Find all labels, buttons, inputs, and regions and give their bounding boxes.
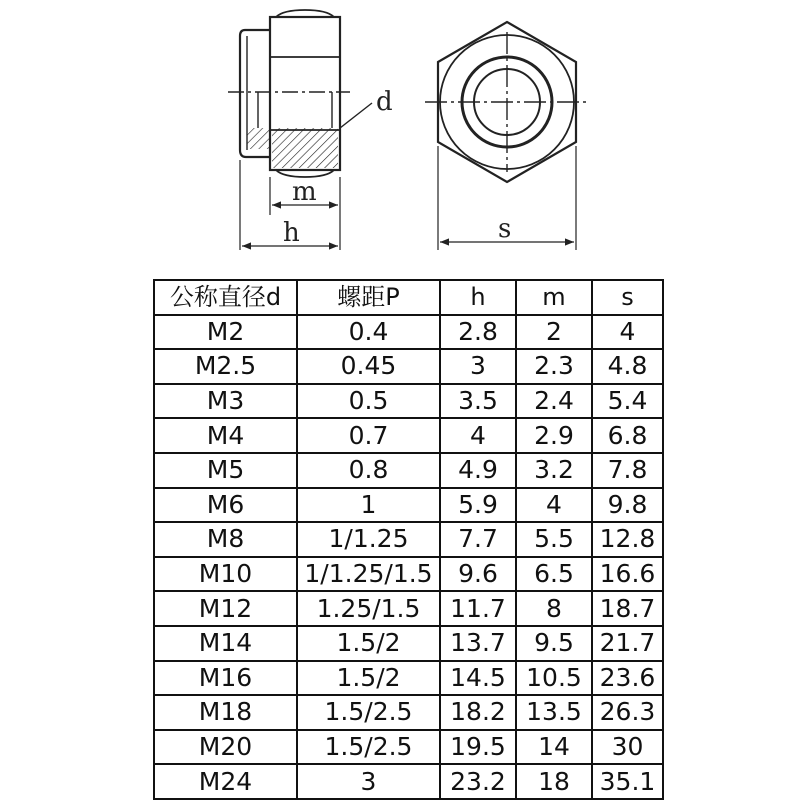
cell-pitch: 1.5/2 — [297, 626, 440, 661]
cell-nominal-diameter: M2 — [154, 315, 297, 350]
cell-nominal-diameter: M10 — [154, 557, 297, 592]
cell-nominal-diameter: M18 — [154, 695, 297, 730]
table-row — [154, 418, 663, 453]
header-s: s — [592, 280, 663, 315]
cell-pitch: 1.5/2 — [297, 661, 440, 696]
cell-h: 13.7 — [440, 626, 516, 661]
cell-m: 8 — [516, 591, 592, 626]
table-header-row — [154, 280, 663, 315]
cell-nominal-diameter: M8 — [154, 522, 297, 557]
cell-h: 5.9 — [440, 488, 516, 523]
header-pitch: 螺距P — [297, 280, 440, 315]
cell-m: 13.5 — [516, 695, 592, 730]
header-h: h — [440, 280, 516, 315]
nut-spec-table — [153, 279, 664, 800]
cell-h: 14.5 — [440, 661, 516, 696]
cell-m: 2 — [516, 315, 592, 350]
table-row — [154, 764, 663, 799]
cell-s: 9.8 — [592, 488, 663, 523]
cell-m: 2.9 — [516, 418, 592, 453]
cell-h: 9.6 — [440, 557, 516, 592]
cell-m: 9.5 — [516, 626, 592, 661]
cell-nominal-diameter: M3 — [154, 384, 297, 419]
table-body — [154, 315, 663, 799]
table-row — [154, 522, 663, 557]
table-row — [154, 591, 663, 626]
label-h: h — [283, 218, 300, 248]
cell-nominal-diameter: M24 — [154, 764, 297, 799]
cell-nominal-diameter: M14 — [154, 626, 297, 661]
header-m: m — [516, 280, 592, 315]
table-row — [154, 488, 663, 523]
cell-s: 5.4 — [592, 384, 663, 419]
cell-m: 4 — [516, 488, 592, 523]
table-row — [154, 315, 663, 350]
cell-nominal-diameter: M20 — [154, 730, 297, 765]
cell-s: 18.7 — [592, 591, 663, 626]
cell-s: 30 — [592, 730, 663, 765]
cell-h: 7.7 — [440, 522, 516, 557]
cell-nominal-diameter: M4 — [154, 418, 297, 453]
cell-m: 6.5 — [516, 557, 592, 592]
table-row — [154, 730, 663, 765]
thread-section-hatch — [272, 128, 338, 168]
cell-s: 4 — [592, 315, 663, 350]
table-row — [154, 349, 663, 384]
cell-pitch: 0.7 — [297, 418, 440, 453]
cell-pitch: 3 — [297, 764, 440, 799]
nut-technical-drawing — [0, 0, 800, 270]
cell-h: 23.2 — [440, 764, 516, 799]
cell-m: 2.3 — [516, 349, 592, 384]
cell-s: 26.3 — [592, 695, 663, 730]
cell-pitch: 0.8 — [297, 453, 440, 488]
cell-pitch: 1.5/2.5 — [297, 730, 440, 765]
table-row — [154, 626, 663, 661]
cell-s: 7.8 — [592, 453, 663, 488]
table-row — [154, 557, 663, 592]
cell-h: 18.2 — [440, 695, 516, 730]
cell-m: 10.5 — [516, 661, 592, 696]
cell-s: 16.6 — [592, 557, 663, 592]
table-row — [154, 384, 663, 419]
cell-nominal-diameter: M16 — [154, 661, 297, 696]
cell-h: 4 — [440, 418, 516, 453]
cell-nominal-diameter: M6 — [154, 488, 297, 523]
cell-h: 4.9 — [440, 453, 516, 488]
cell-s: 6.8 — [592, 418, 663, 453]
cell-m: 18 — [516, 764, 592, 799]
cell-pitch: 1/1.25 — [297, 522, 440, 557]
header-nominal-diameter: 公称直径d — [154, 280, 297, 315]
cell-pitch: 1 — [297, 488, 440, 523]
cell-pitch: 1/1.25/1.5 — [297, 557, 440, 592]
cell-s: 35.1 — [592, 764, 663, 799]
table-row — [154, 453, 663, 488]
cell-s: 4.8 — [592, 349, 663, 384]
cell-pitch: 0.45 — [297, 349, 440, 384]
cell-m: 3.2 — [516, 453, 592, 488]
cell-s: 23.6 — [592, 661, 663, 696]
cell-h: 2.8 — [440, 315, 516, 350]
cell-h: 19.5 — [440, 730, 516, 765]
cell-h: 11.7 — [440, 591, 516, 626]
side-view — [228, 10, 372, 250]
cell-s: 21.7 — [592, 626, 663, 661]
cell-nominal-diameter: M5 — [154, 453, 297, 488]
cell-m: 14 — [516, 730, 592, 765]
table-row — [154, 695, 663, 730]
cell-m: 2.4 — [516, 384, 592, 419]
cell-nominal-diameter: M12 — [154, 591, 297, 626]
cell-pitch: 0.5 — [297, 384, 440, 419]
cell-h: 3 — [440, 349, 516, 384]
label-s: s — [498, 214, 512, 244]
cell-pitch: 0.4 — [297, 315, 440, 350]
cell-pitch: 1.25/1.5 — [297, 591, 440, 626]
cell-nominal-diameter: M2.5 — [154, 349, 297, 384]
label-d: d — [376, 87, 393, 117]
table-row — [154, 661, 663, 696]
cell-s: 12.8 — [592, 522, 663, 557]
cell-h: 3.5 — [440, 384, 516, 419]
cell-m: 5.5 — [516, 522, 592, 557]
cell-pitch: 1.5/2.5 — [297, 695, 440, 730]
label-m: m — [292, 177, 317, 207]
